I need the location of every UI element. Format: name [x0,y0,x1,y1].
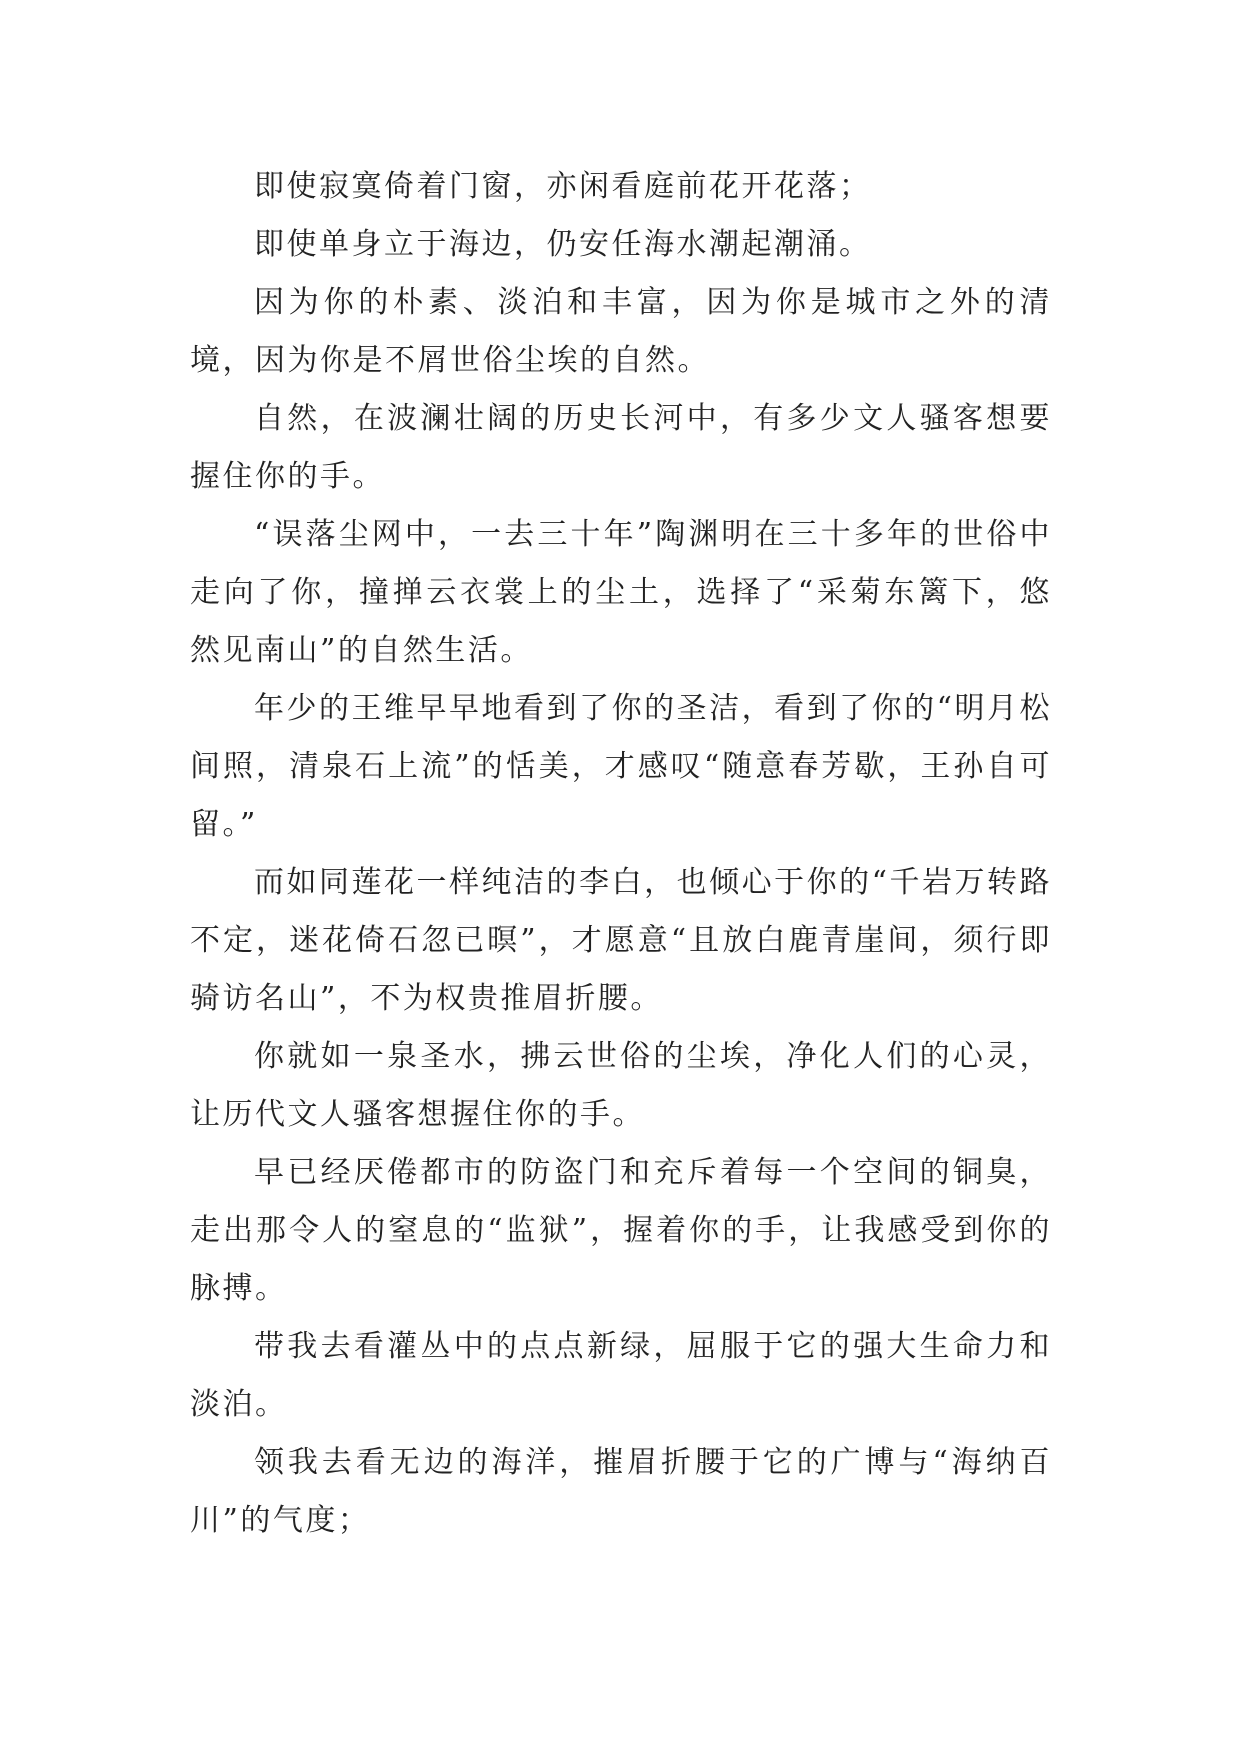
paragraph: 早已经厌倦都市的防盗门和充斥着每一个空间的铜臭，走出那令人的窒息的“监狱”，握着你的手，让我感受到你的脉搏。 [190,1155,1052,1306]
paragraph: 因为你的朴素、淡泊和丰富，因为你是城市之外的清境，因为你是不屑世俗尘埃的自然。 [190,285,1052,378]
paragraph: 带我去看灌丛中的点点新绿，屈服于它的强大生命力和淡泊。 [190,1329,1052,1422]
paragraph: 即使单身立于海边，仍安任海水潮起潮涌。 [254,227,872,262]
paragraph: “误落尘网中，一去三十年”陶渊明在三十多年的世俗中走向了你，撞掸云衣裳上的尘土，选择了“采菊东篱下，悠然见南山”的自然生活。 [190,517,1052,668]
paragraph: 领我去看无边的海洋，摧眉折腰于它的广博与“海纳百川”的气度； [190,1445,1052,1538]
paragraph: 即使寂寞倚着门窗，亦闲看庭前花开花落； [254,169,872,204]
paragraph: 而如同莲花一样纯洁的李白，也倾心于你的“千岩万转路不定，迷花倚石忽已暝”，才愿意“且放白鹿青崖间，须行即骑访名山”，不为权贵推眉折腰。 [190,865,1052,1016]
paragraph: 年少的王维早早地看到了你的圣洁，看到了你的“明月松间照，清泉石上流”的恬美，才感叹“随意春芳歇，王孙自可留。” [190,691,1052,842]
paragraph: 自然，在波澜壮阔的历史长河中，有多少文人骚客想要握住你的手。 [190,401,1052,494]
paragraph: 你就如一泉圣水，拂云世俗的尘埃，净化人们的心灵，让历代文人骚客想握住你的手。 [190,1039,1052,1132]
document-body [190,158,1052,1550]
